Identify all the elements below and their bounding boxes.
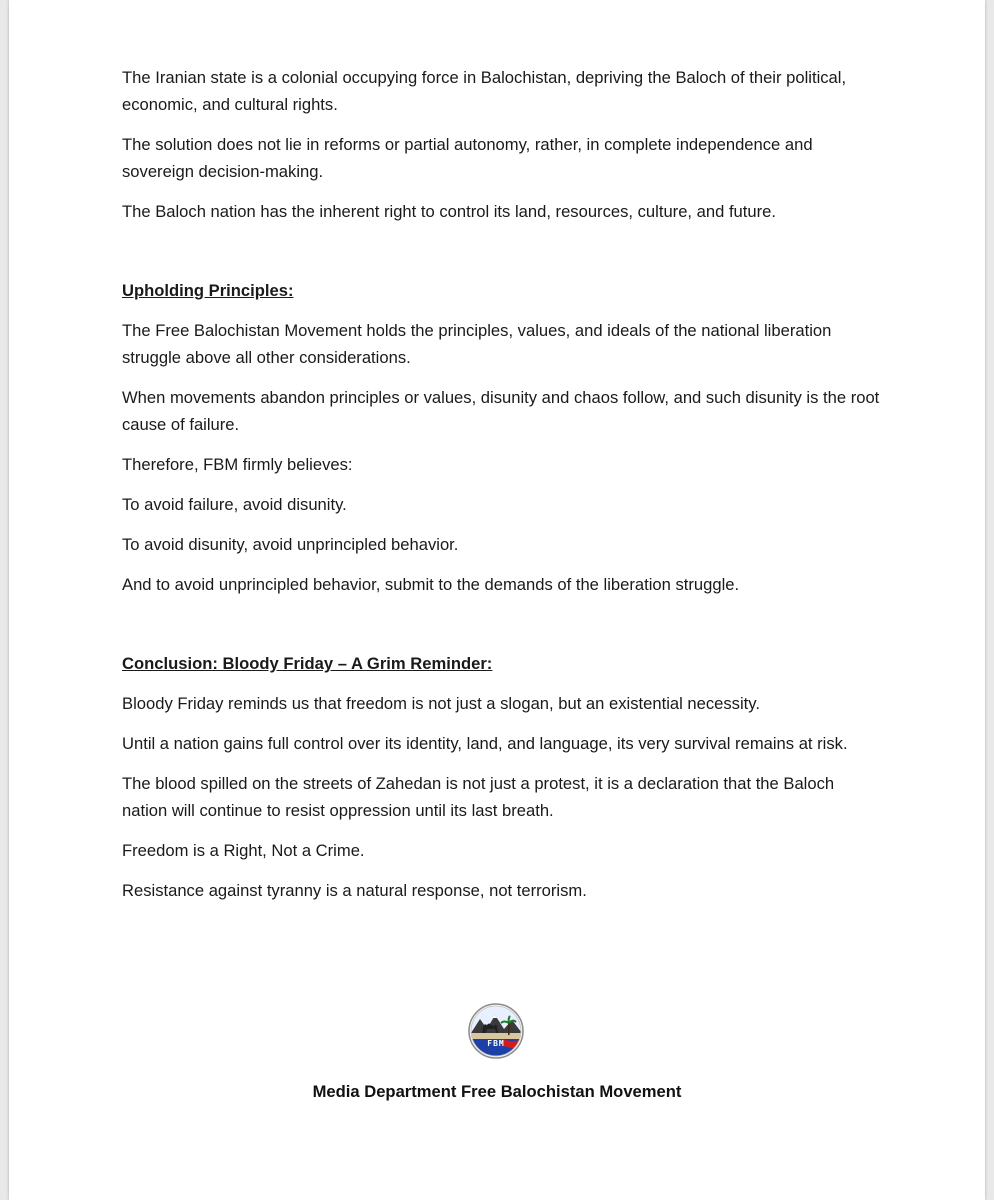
document-body bbox=[122, 64, 882, 917]
section1-paragraph: And to avoid unprincipled behavior, submit to the demands of the liberation struggle. bbox=[122, 575, 740, 594]
logo-text: FBM bbox=[487, 1039, 505, 1048]
section1-paragraph: To avoid failure, avoid disunity. bbox=[122, 495, 347, 514]
section-heading-conclusion: Conclusion: Bloody Friday – A Grim Reminder: bbox=[122, 654, 493, 673]
section1-paragraph: To avoid disunity, avoid unprincipled behavior. bbox=[122, 535, 459, 554]
intro-paragraph: The solution does not lie in reforms or partial autonomy, rather, in complete independence and sovereign decision-making. bbox=[122, 135, 813, 181]
section2-paragraph: Until a nation gains full control over its identity, land, and language, its very survival remains at risk. bbox=[122, 734, 848, 753]
section-heading-upholding-principles: Upholding Principles: bbox=[122, 281, 294, 300]
section2-paragraph: Freedom is a Right, Not a Crime. bbox=[122, 841, 365, 860]
document-page bbox=[9, 0, 985, 1200]
section2-paragraph: The blood spilled on the streets of Zahedan is not just a protest, it is a declaration that the Baloch nation will continue to resist oppression until its last breath. bbox=[122, 774, 835, 820]
fbm-emblem-icon bbox=[468, 1003, 524, 1059]
section1-paragraph: Therefore, FBM firmly believes: bbox=[122, 455, 353, 474]
section2-paragraph: Resistance against tyranny is a natural response, not terrorism. bbox=[122, 881, 587, 900]
intro-paragraph: The Baloch nation has the inherent right to control its land, resources, culture, and future. bbox=[122, 202, 776, 221]
section1-paragraph: The Free Balochistan Movement holds the principles, values, and ideals of the national liberation struggle above all other considerations. bbox=[122, 321, 832, 367]
section2-paragraph: Bloody Friday reminds us that freedom is not just a slogan, but an existential necessity. bbox=[122, 694, 760, 713]
section1-paragraph: When movements abandon principles or values, disunity and chaos follow, and such disunity is the root cause of failure. bbox=[122, 388, 880, 434]
intro-paragraph: The Iranian state is a colonial occupying force in Balochistan, depriving the Baloch of their political, economic, and cultural rights. bbox=[122, 68, 847, 114]
footer-signature: Media Department Free Balochistan Movement bbox=[312, 1082, 682, 1101]
